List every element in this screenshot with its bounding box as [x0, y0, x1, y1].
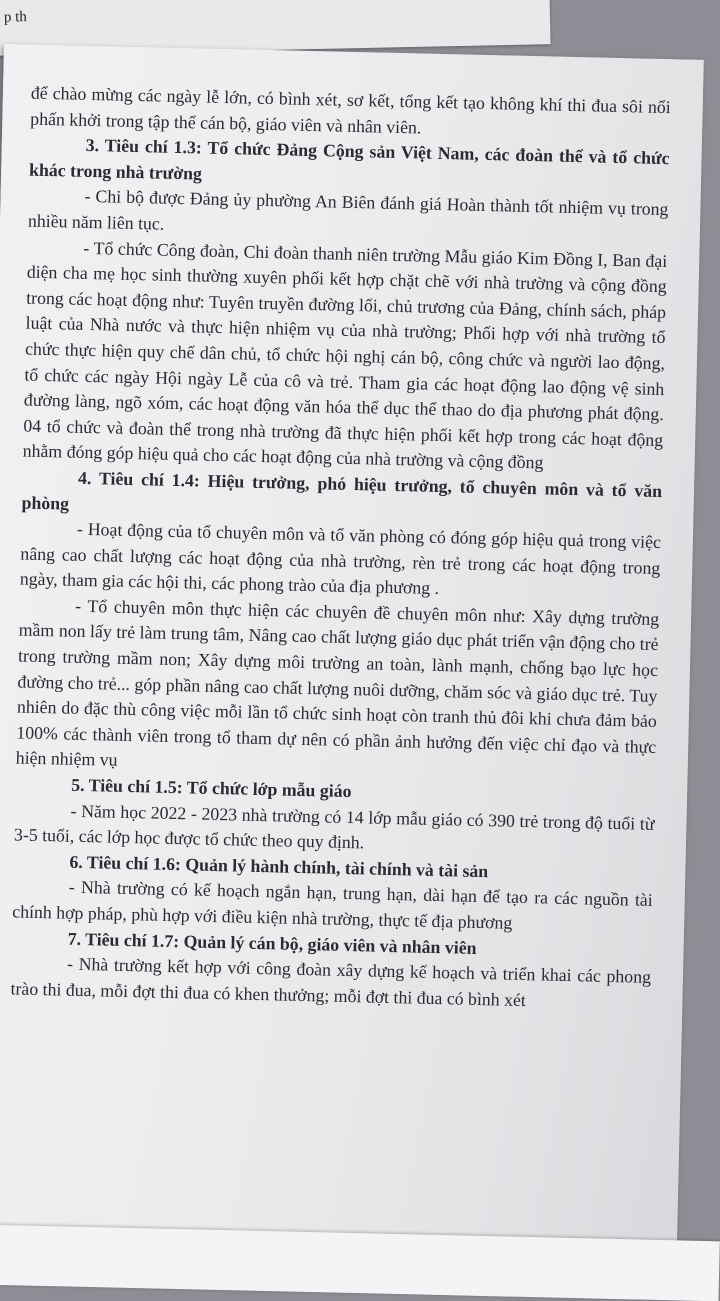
header-fragment: p th: [3, 9, 27, 26]
paragraph-office-activity: - Hoạt động của tổ chuyên môn và tổ văn phòng có đóng góp hiệu quả trong việc nâng cao chất lượng các hoạt động của nhà trường, rèn trẻ trong các hoạt động trong ngày, tham gia các hội thi, các phong trào của địa phương .: [19, 518, 662, 599]
heading-criterion-1-3: 3. Tiêu chí 1.3: Tổ chức Đảng Cộng sản Việt Nam, các đoàn thể và tổ chức khác trong nhà trường: [28, 135, 670, 184]
paragraph-staff: - Nhà trường kết hợp với công đoàn xây dựng kế hoạch và triển khai các phong trào thi đua, mỗi đợt thi đua có khen thưởng; mỗi đợt thi đua có bình xét: [10, 953, 652, 1010]
heading-criterion-1-7: 7. Tiêu chí 1.7: Quản lý cán bộ, giáo viên và nhân viên: [67, 928, 477, 958]
paragraph-intro: để chào mừng các ngày lễ lớn, có bình xét, sơ kết, tổng kết tạo không khí thi đua sôi nổi phấn khởi trong tập thể cán bộ, giáo viên và nhân viên.: [30, 82, 671, 138]
document-page: [0, 44, 704, 1296]
paragraph-finance: - Nhà trường có kế hoạch ngắn hạn, trung hạn, dài hạn để tạo ra các nguồn tài chính hợp pháp, phù hợp với điều kiện nhà trường, thực tế địa phương: [12, 877, 653, 933]
heading-criterion-1-5: 5. Tiêu chí 1.5: Tổ chức lớp mẫu giáo: [70, 774, 352, 802]
paragraph-specialized-topics: - Tổ chuyên môn thực hiện các chuyên đề chuyên môn như: Xây dựng trường mầm non lấy trẻ làm trung tâm, Nâng cao chất lượng giáo dục phát triển vận động cho trẻ trong trường mầm non; Xây dựng môi trường an toàn, lành mạnh, chống bạo lực học đường cho trẻ... góp phần nâng cao chất lượng nuôi dưỡng, chăm sóc và giáo dục trẻ. Tuy nhiên do đặc thù công việc mỗi lần tổ chức sinh hoạt còn tranh thủ đôi khi chưa đảm bảo 100% các thành viên trong tổ tham dự nên có phần ảnh hưởng đến việc chỉ đạo và thực hiện nhiệm vụ: [15, 595, 660, 771]
paragraph-party-cell: - Chi bộ được Đảng ủy phường An Biên đánh giá Hoàn thành tốt nhiệm vụ trong nhiều năm liên tục.: [27, 186, 669, 234]
document-body: [10, 81, 671, 1017]
heading-criterion-1-6: 6. Tiêu chí 1.6: Quản lý hành chính, tài chính và tài sản: [69, 851, 489, 882]
paragraph-union: - Tổ chức Công đoàn, Chi đoàn thanh niên trường Mẫu giáo Kim Đồng I, Ban đại diện cha mẹ học sinh thường xuyên phối kết hợp chặt chẽ với nhà trường và cộng đồng trong các hoạt động như: Tuyên truyền đường lối, chủ trương của Đảng, chính sách, pháp luật của Nhà nước và thực hiện nhiệm vụ của nhà trường; Phối hợp với nhà trường tổ chức thực hiện quy chế dân chủ, tổ chức hội nghị cán bộ, công chức và người lao động, tổ chức các ngày Hội ngày Lễ của cô và trẻ. Tham gia các hoạt động lao động vệ sinh đường làng, ngõ xóm, các hoạt động văn hóa thể dục thể thao do địa phương phát động. 04 tổ chức và đoàn thể trong nhà trường đã thực hiện phối kết hợp trong các hoạt động nhằm đóng góp hiệu quả cho các hoạt động của nhà trường và cộng đồng: [22, 237, 668, 473]
paragraph-classes: - Năm học 2022 - 2023 nhà trường có 14 lớp mẫu giáo có 390 trẻ trong độ tuổi từ 3-5 tuổi, các lớp học được tổ chức theo quy định.: [13, 800, 655, 853]
heading-criterion-1-4: 4. Tiêu chí 1.4: Hiệu trưởng, phó hiệu trưởng, tổ chuyên môn và tổ văn phòng: [21, 467, 663, 514]
